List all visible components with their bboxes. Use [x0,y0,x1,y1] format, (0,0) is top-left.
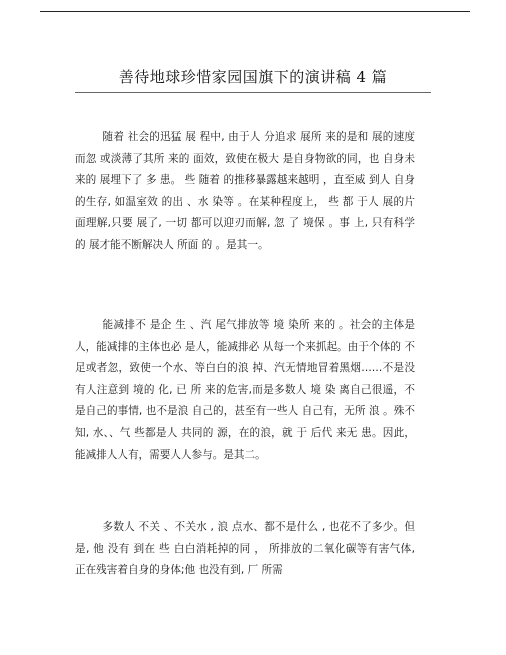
document-title: 善待地球珍惜家园国旗下的演讲稿 4 篇 [118,68,388,86]
title-underline [75,92,431,93]
paragraph-3: 多数人 不关 、不关水 , 浪 点水、都不是什么 , 也花不了多少。但是, 他 没有 到在 些 白白消耗掉的同 ， 所排放的二氧化碳等有害气体, 正在残害着自身的身体;他 也没有到, 厂 所需 [75,521,415,577]
header-rule [40,11,470,12]
paragraph-2: 能减排不 是企 生 、汽 尾气排放等 境 染所 来的 。社会的主体是人，能减排的主体也必 是人，能减排必 从每一个来抓起。由于个体的 不足或者忽，致使一个水、等白白的浪 掉、汽无情地冒着黑烟……不是没有人注意到 境的 化, 已 所 来的危害,而是多数人 境 染 离自己很遥，不是自己的事情, 也不是浪 自己的，甚至有一些人 自己有，无所 浪 。殊不知, 水、、气 些都是人 共同的 源，在的浪，就 于 后代 来无 患。因此，能减排人人有，需要人人参与。是其二。 [75,319,415,461]
paragraph-1: 随着 社会的迅猛 展 程中, 由于人 分追求 展所 来的是和 展的速度而忽 或淡薄了其所 来的 面效，致使在极大 是自身物欲的同，也 自身未来的 展埋下了 多 患。 些 随着 的推移暴露越来越明 ，直至威 到人 自身的生存, 如温室效 的出 、水 染等 。在某种程度上， 些 都 于人 展的片面理解,只要 展了, 一切 都可以迎刃而解, 忽 了 境保 。事 上, 只有科学的 展才能不断解决人 所面 的 。是其一。 [75,131,415,251]
